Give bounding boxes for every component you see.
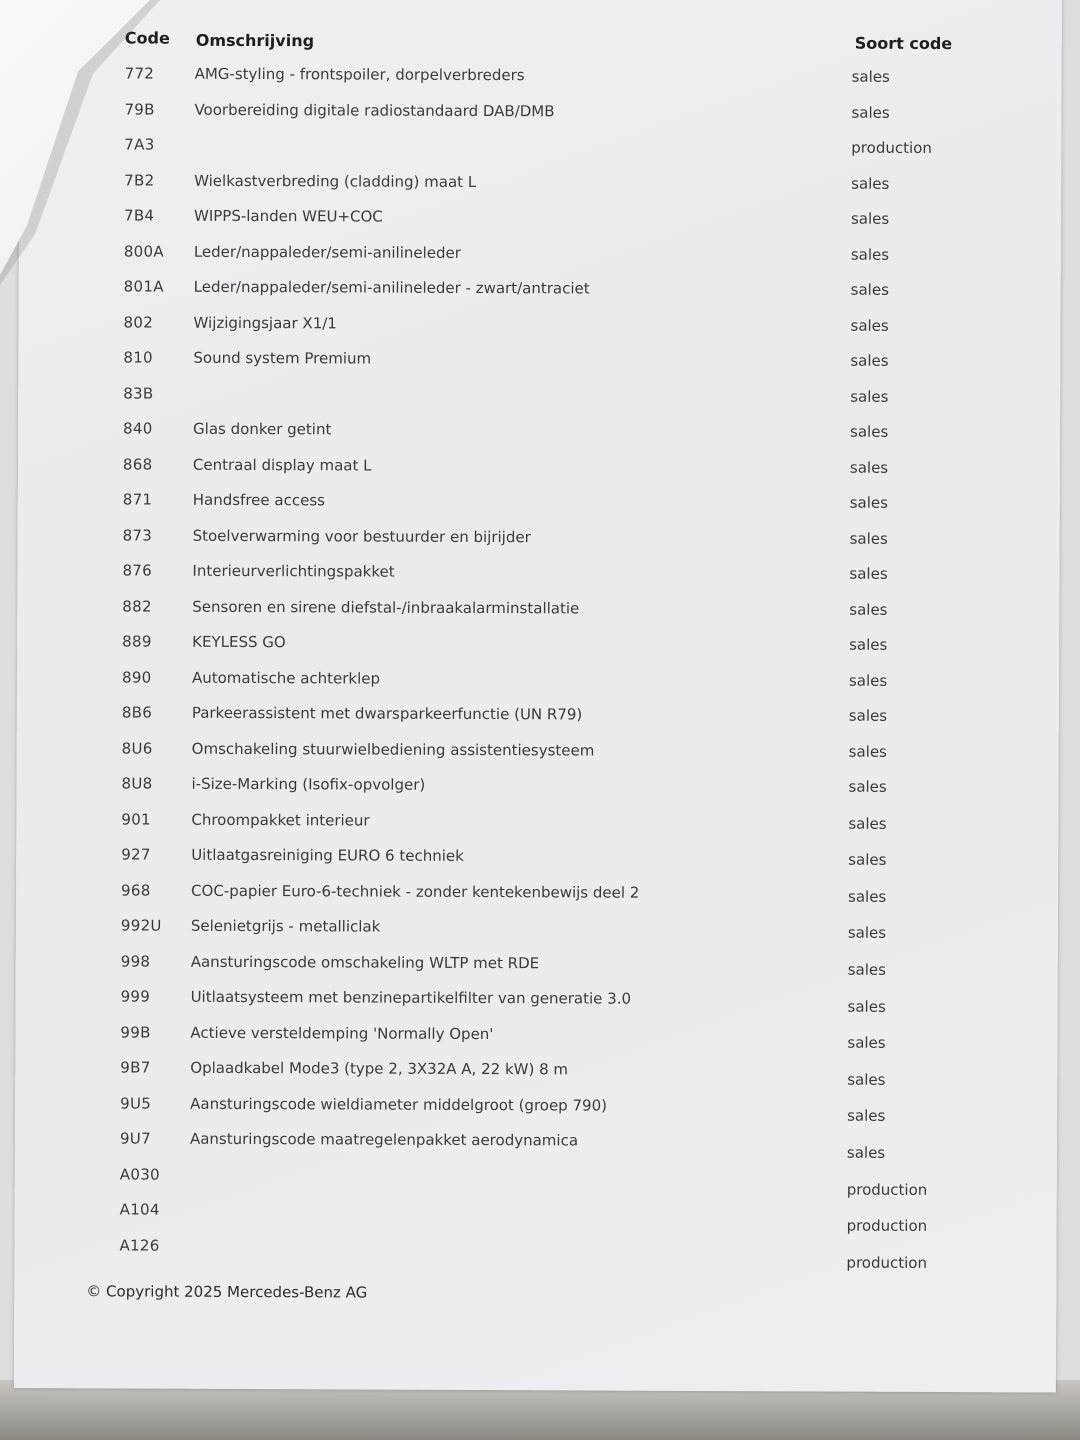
row-code-type: sales bbox=[851, 67, 890, 86]
row-code-type: sales bbox=[848, 671, 888, 690]
row-code-type: sales bbox=[849, 493, 889, 512]
row-description: Stoelverwarming voor bestuurder en bijrijder bbox=[192, 526, 531, 546]
row-description: Uitlaatsysteem met benzinepartikelfilter van generatie 3.0 bbox=[190, 987, 632, 1008]
row-code-type: sales bbox=[847, 1107, 886, 1126]
row-code: 901 bbox=[121, 809, 151, 829]
table-row bbox=[16, 845, 1058, 874]
table-row bbox=[19, 170, 1061, 199]
row-code: 968 bbox=[121, 880, 151, 900]
row-code: 8B6 bbox=[121, 703, 153, 722]
row-description: Sensoren en sirene diefstal-/inbraakalarminstallatie bbox=[192, 597, 580, 617]
row-description: Handsfree access bbox=[192, 490, 326, 510]
header-type: Soort code bbox=[854, 33, 953, 54]
table-row bbox=[15, 1129, 1057, 1162]
row-code-type: sales bbox=[848, 742, 887, 761]
table-row bbox=[20, 64, 1062, 93]
row-code-type: sales bbox=[850, 422, 889, 441]
row-code: 772 bbox=[124, 64, 155, 83]
row-code: 7B4 bbox=[123, 206, 155, 225]
row-code: A104 bbox=[119, 1200, 160, 1219]
row-code-type: production bbox=[846, 1216, 928, 1236]
row-code-type: sales bbox=[849, 600, 888, 619]
row-code: A030 bbox=[119, 1164, 160, 1184]
table-row bbox=[15, 1058, 1057, 1087]
row-description: Oplaadkabel Mode3 (type 2, 3X32A A, 22 kW) 8 m bbox=[190, 1058, 569, 1079]
row-code: 801A bbox=[123, 277, 164, 296]
document-page bbox=[14, 0, 1062, 1393]
row-code: 871 bbox=[122, 490, 153, 509]
row-code-type: sales bbox=[850, 245, 890, 264]
row-code-type: sales bbox=[849, 635, 888, 654]
row-description: AMG-styling - frontspoiler, dorpelverbreders bbox=[194, 64, 525, 85]
row-description: KEYLESS GO bbox=[192, 632, 286, 652]
row-code-type: sales bbox=[850, 209, 890, 228]
row-code: 8U8 bbox=[121, 774, 153, 793]
row-description: WIPPS-landen WEU+COC bbox=[193, 206, 383, 226]
row-description: Leder/nappaleder/semi-anilineleder - zwart/antraciet bbox=[193, 277, 590, 298]
row-code-type: sales bbox=[849, 529, 888, 548]
table-row bbox=[16, 951, 1058, 980]
row-code-type: sales bbox=[848, 887, 887, 906]
row-code: 7B2 bbox=[124, 170, 155, 190]
row-code-type: sales bbox=[848, 814, 887, 833]
row-code-type: sales bbox=[848, 850, 887, 869]
table-row bbox=[15, 1164, 1057, 1199]
table-row bbox=[15, 1093, 1057, 1126]
row-code: 802 bbox=[123, 312, 154, 332]
row-code: 882 bbox=[122, 596, 152, 616]
row-description: Parkeerassistent met dwarsparkeerfunctie (UN R79) bbox=[191, 703, 583, 724]
row-description: Automatische achterklep bbox=[191, 668, 381, 688]
header-code: Code bbox=[124, 28, 170, 48]
row-description: Aansturingscode wieldiameter middelgroot (groep 790) bbox=[190, 1094, 608, 1115]
row-code: 840 bbox=[123, 419, 153, 438]
table-row bbox=[19, 241, 1061, 270]
row-code-type: sales bbox=[850, 387, 889, 406]
row-description: Wielkastverbreding (cladding) maat L bbox=[194, 171, 477, 191]
header-description: Omschrijving bbox=[195, 30, 315, 51]
row-code: 890 bbox=[121, 667, 152, 687]
row-code-type: sales bbox=[850, 316, 889, 335]
row-code: 9U7 bbox=[119, 1129, 151, 1148]
table-row bbox=[17, 561, 1059, 590]
table-row bbox=[17, 632, 1059, 661]
row-code: 876 bbox=[122, 561, 153, 580]
row-code-type: sales bbox=[851, 103, 890, 122]
row-description: Chroompakket interieur bbox=[191, 810, 370, 830]
row-code-type: sales bbox=[847, 997, 886, 1016]
row-code: 79B bbox=[124, 99, 155, 119]
table-row bbox=[16, 774, 1058, 803]
row-description: Centraal display maat L bbox=[192, 455, 372, 475]
row-code-type: production bbox=[851, 138, 932, 157]
row-code: 7A3 bbox=[124, 135, 155, 154]
table-row bbox=[18, 312, 1060, 341]
row-code: 868 bbox=[122, 454, 153, 474]
row-code-type: sales bbox=[848, 706, 888, 725]
row-description: Leder/nappaleder/semi-anilineleder bbox=[193, 242, 461, 262]
row-description: Aansturingscode omschakeling WLTP met RDE bbox=[190, 952, 540, 972]
row-description: Wijzigingsjaar X1/1 bbox=[193, 313, 337, 332]
table-row bbox=[16, 916, 1058, 945]
row-code: 9U5 bbox=[120, 1093, 152, 1113]
row-code-type: sales bbox=[847, 1033, 886, 1052]
table-row bbox=[18, 419, 1060, 448]
row-description: Sound system Premium bbox=[193, 348, 372, 368]
row-description: Aansturingscode maatregelenpakket aerodynamica bbox=[189, 1129, 579, 1150]
row-code: A126 bbox=[119, 1235, 160, 1255]
row-code: 9B7 bbox=[120, 1058, 151, 1077]
row-code: 998 bbox=[120, 951, 151, 971]
row-code: 810 bbox=[123, 348, 153, 367]
table-row bbox=[19, 135, 1061, 164]
row-code-type: sales bbox=[847, 1070, 886, 1089]
row-code: 83B bbox=[123, 383, 154, 403]
row-code-type: sales bbox=[847, 960, 886, 979]
row-description: Voorbereiding digitale radiostandaard DAB/DMB bbox=[194, 100, 555, 120]
table-row bbox=[16, 880, 1058, 909]
row-code: 8U6 bbox=[121, 738, 153, 758]
row-code-type: sales bbox=[851, 174, 890, 193]
row-code-type: sales bbox=[849, 564, 888, 583]
table-row bbox=[15, 1200, 1057, 1236]
row-code-type: sales bbox=[846, 1143, 886, 1162]
row-description: Uitlaatgasreiniging EURO 6 techniek bbox=[191, 845, 464, 865]
row-description: Interieurverlichtingspakket bbox=[192, 561, 395, 581]
row-code-type: sales bbox=[850, 280, 889, 299]
table-row bbox=[17, 738, 1059, 767]
table-row bbox=[19, 99, 1061, 128]
row-code: 873 bbox=[122, 525, 153, 545]
row-description: Omschakeling stuurwielbediening assistentiesysteem bbox=[191, 739, 595, 760]
row-description: COC-papier Euro-6-techniek - zonder kentekenbewijs deel 2 bbox=[191, 881, 640, 902]
table-row bbox=[17, 703, 1059, 732]
row-code-type: sales bbox=[847, 924, 887, 943]
table-row bbox=[19, 206, 1061, 235]
table-row bbox=[17, 667, 1059, 696]
table-row bbox=[19, 277, 1061, 306]
row-code-type: production bbox=[846, 1180, 928, 1199]
table-row bbox=[18, 490, 1060, 519]
row-code-type: production bbox=[846, 1253, 928, 1272]
row-code: 889 bbox=[122, 632, 152, 651]
row-description: Selenietgrijs - metalliclak bbox=[190, 916, 381, 936]
row-code: 992U bbox=[120, 916, 162, 935]
table-row bbox=[18, 454, 1060, 483]
table-row bbox=[18, 525, 1060, 554]
row-code-type: sales bbox=[848, 777, 887, 796]
table-row bbox=[18, 383, 1060, 412]
row-code-type: sales bbox=[850, 351, 889, 370]
row-description: Glas donker getint bbox=[193, 419, 332, 439]
row-code: 927 bbox=[121, 845, 151, 864]
row-code: 999 bbox=[120, 987, 151, 1006]
row-description: Actieve versteldemping 'Normally Open' bbox=[190, 1023, 494, 1043]
table-row bbox=[16, 987, 1058, 1016]
row-code-type: sales bbox=[849, 458, 889, 477]
table-row bbox=[18, 348, 1060, 377]
row-code: 99B bbox=[120, 1022, 151, 1042]
table-row bbox=[15, 1022, 1057, 1051]
table-row bbox=[14, 1235, 1056, 1272]
copyright-notice: © Copyright 2025 Mercedes-Benz AG bbox=[86, 1282, 368, 1302]
row-code: 800A bbox=[123, 241, 164, 261]
table-row bbox=[17, 596, 1059, 625]
table-row bbox=[16, 809, 1058, 838]
row-description: i-Size-Marking (Isofix-opvolger) bbox=[191, 774, 426, 794]
